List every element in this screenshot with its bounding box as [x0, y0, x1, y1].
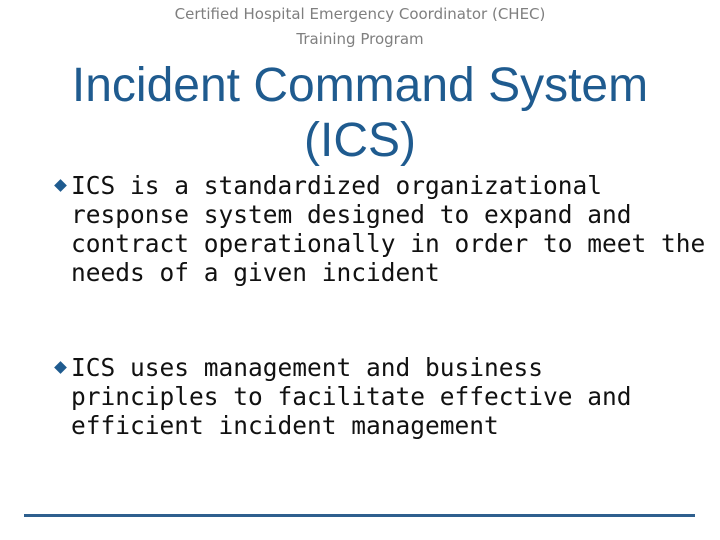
diamond-bullet-icon: [54, 361, 67, 374]
bullet-text: [71, 171, 706, 287]
bullet-text: [71, 353, 692, 440]
bullet-line: response system designed to expand and: [71, 200, 632, 229]
bullet-item: [52, 171, 706, 287]
slide-title-line-2: (ICS): [304, 114, 416, 167]
footer-divider: [24, 514, 695, 517]
bullet-line: principles to facilitate effective and: [71, 382, 632, 411]
bullet-line: efficient incident management: [71, 411, 499, 440]
program-header-line-2: Training Program: [296, 30, 424, 48]
bullet-line: contract operationally in order to meet the: [71, 229, 706, 258]
bullet-line: ICS is a standardized organizational: [71, 171, 603, 200]
bullet-item: [52, 353, 692, 440]
bullet-line: ICS uses management and business: [71, 353, 544, 382]
program-header: [0, 2, 720, 52]
slide-title: [0, 58, 720, 168]
diamond-bullet-icon: [54, 179, 67, 192]
program-header-line-1: Certified Hospital Emergency Coordinator (CHEC): [174, 5, 546, 23]
bullet-line: needs of a given incident: [71, 258, 440, 287]
slide-title-line-1: Incident Command System: [71, 59, 649, 112]
